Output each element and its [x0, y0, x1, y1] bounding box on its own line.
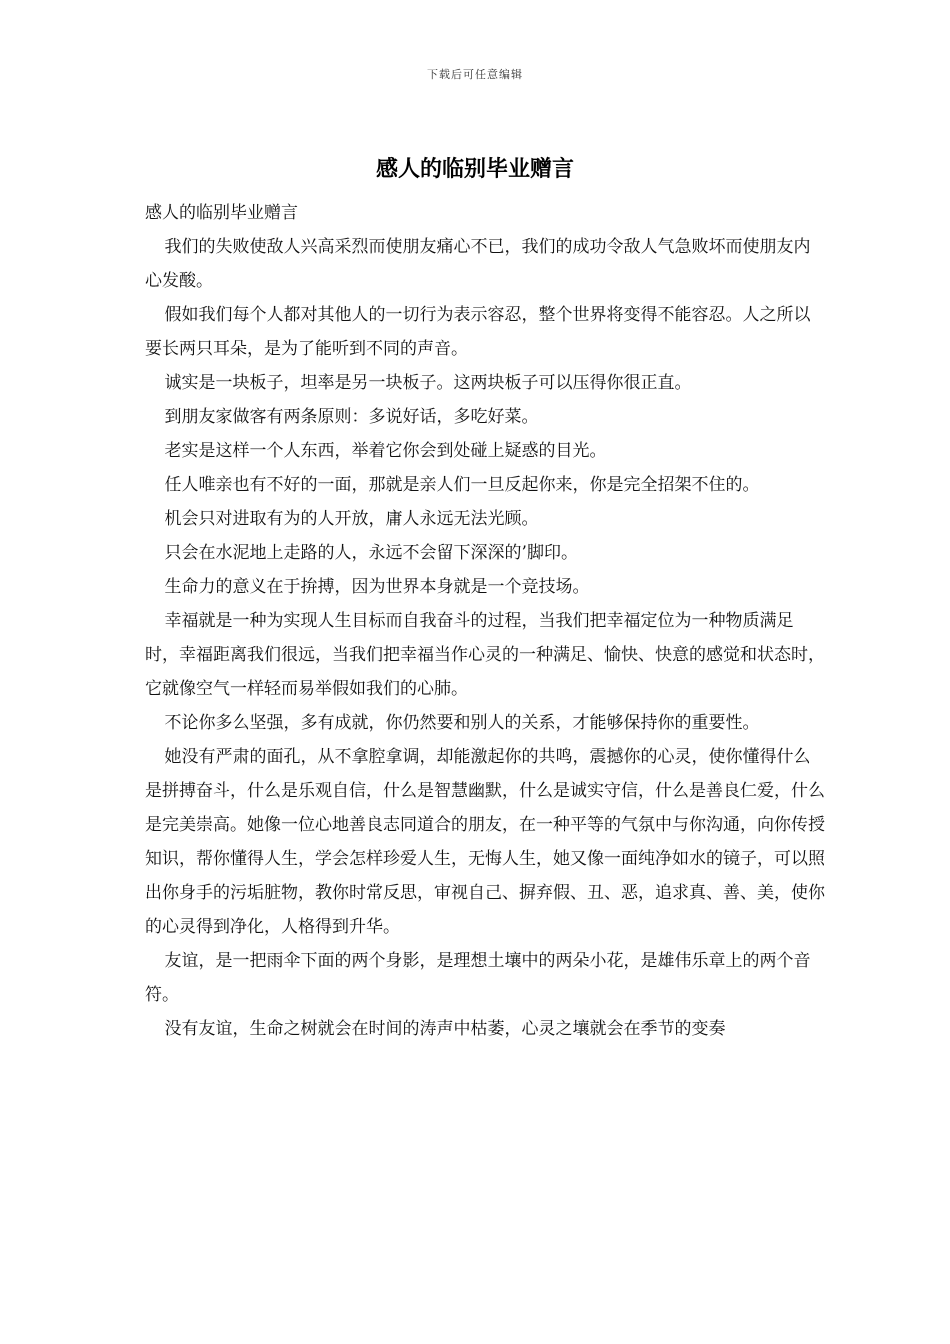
paragraph: 我们的失败使敌人兴高采烈而使朋友痛心不已，我们的成功令敌人气急败坏而使朋友内心发酸。	[145, 237, 811, 291]
document-body	[145, 196, 825, 1046]
paragraph: 任人唯亲也有不好的一面，那就是亲人们一旦反起你来，你是完全招架不住的。	[164, 475, 760, 495]
paragraph: 她没有严肃的面孔，从不拿腔拿调，却能激起你的共鸣，震撼你的心灵，使你懂得什么是拼搏奋斗，什么是乐观自信，什么是智慧幽默，什么是诚实守信，什么是善良仁爱，什么是完美崇高。她像一位心地善良志同道合的朋友，在一种平等的气氛中与你沟通，向你传授知识，帮你懂得人生，学会怎样珍爱人生，无悔人生，她又像一面纯净如水的镜子，可以照出你身手的污垢脏物，教你时常反思，审视自己、摒弃假、丑、恶，追求真、善、美，使你的心灵得到净化，人格得到升华。	[145, 747, 825, 937]
paragraph: 没有友谊，生命之树就会在时间的涛声中枯萎，心灵之壤就会在季节的变奏	[164, 1019, 726, 1039]
paragraph: 只会在水泥地上走路的人，永远不会留下深深的’脚印。	[164, 543, 578, 563]
paragraph: 老实是这样一个人东西，举着它你会到处碰上疑惑的目光。	[164, 441, 607, 461]
paragraph: 到朋友家做客有两条原则：多说好话，多吃好菜。	[164, 407, 539, 427]
document-title: 感人的临别毕业赠言	[375, 156, 574, 182]
paragraph: 幸福就是一种为实现人生目标而自我奋斗的过程，当我们把幸福定位为一种物质满足时，幸福距离我们很远，当我们把幸福当作心灵的一种满足、愉快、快意的感觉和状态时，它就像空气一样轻而易举假如我们的心肺。	[145, 611, 825, 699]
paragraph: 诚实是一块板子，坦率是另一块板子。这两块板子可以压得你很正直。	[164, 373, 692, 393]
paragraph: 假如我们每个人都对其他人的一切行为表示容忍，整个世界将变得不能容忍。人之所以要长两只耳朵，是为了能听到不同的声音。	[145, 305, 811, 359]
paragraph: 机会只对进取有为的人开放，庸人永远无法光顾。	[164, 509, 539, 529]
paragraph: 生命力的意义在于拚搏，因为世界本身就是一个竞技场。	[164, 577, 590, 597]
document-subtitle: 感人的临别毕业赠言	[145, 203, 298, 223]
paragraph: 不论你多么坚强，多有成就，你仍然要和别人的关系，才能够保持你的重要性。	[164, 713, 760, 733]
header-note: 下载后可任意编辑	[427, 68, 523, 81]
paragraph: 友谊，是一把雨伞下面的两个身影，是理想土壤中的两朵小花，是雄伟乐章上的两个音符。	[145, 951, 811, 1005]
